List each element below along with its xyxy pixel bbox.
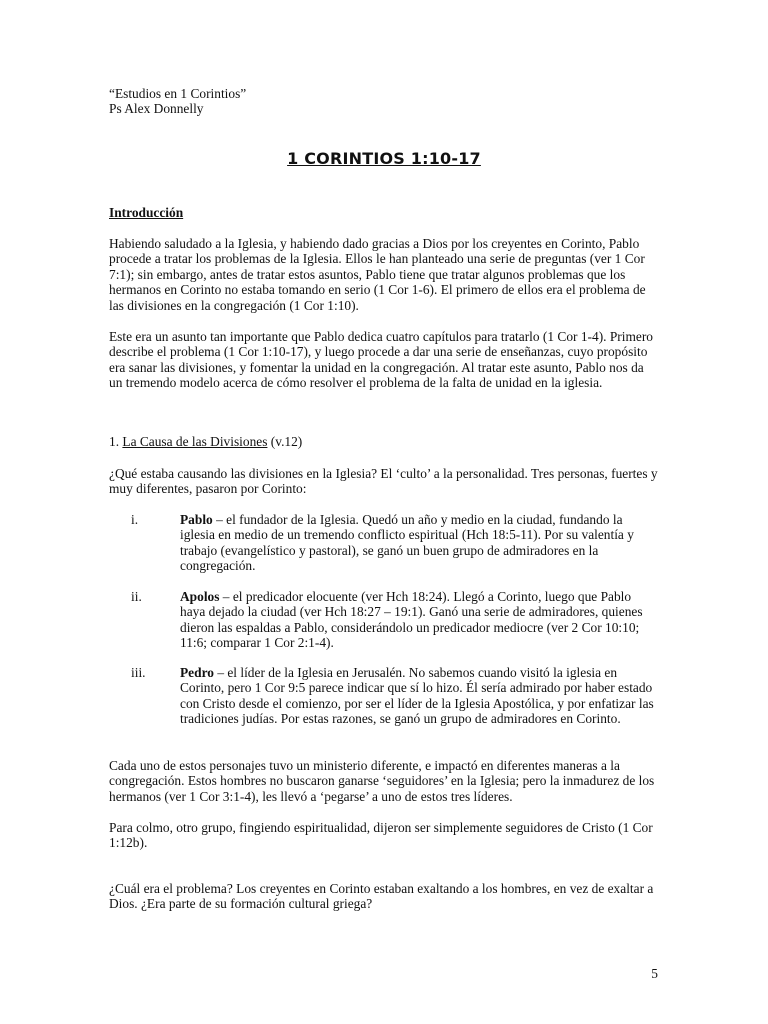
series-title: “Estudios en 1 Corintios”	[109, 86, 247, 101]
paragraph-ministries: Cada uno de estos personajes tuvo un ministerio diferente, e impactó en diferentes maneras a la congregación. Estos hombres no buscaron ganarse ‘seguidores’ en la Iglesia; pero la inmadurez de los hermanos (ver 1 Cor 3:1-4), les llevó a ‘pegarse’ a uno de estos tres líderes.	[109, 758, 655, 804]
author-name: Ps Alex Donnelly	[109, 101, 204, 117]
section-reference: (v.12)	[267, 434, 303, 449]
list-item-name: Pedro	[180, 665, 214, 680]
section-title: La Causa de las Divisiones	[122, 434, 268, 449]
list-item-number: ii.	[131, 589, 142, 604]
intro-paragraph-2: Este era un asunto tan importante que Pablo dedica cuatro capítulos para tratarlo (1 Cor 1-4). Primero describe el problema (1 Cor 1:10-17), y luego procede a dar una serie de enseñanzas, cuyo propósito era sanar las divisiones, y fomentar la unidad en la congregación. Al tratar este asunto, Pablo nos da un tremendo modelo acerca de cómo resolver el problema de la falta de unidad en la iglesia.	[109, 329, 654, 391]
list-item-text	[180, 589, 659, 651]
section-number: 1.	[109, 434, 123, 449]
list-item-text	[180, 512, 659, 574]
page-title: 1 CORINTIOS 1:10-17	[287, 149, 481, 168]
list-item-name: Apolos	[180, 589, 220, 604]
intro-heading: Introducción	[109, 205, 184, 220]
list-item-description: – el fundador de la Iglesia. Quedó un año y medio en la ciudad, fundando la iglesia en medio de un tremendo conflicto espiritual (Hch 18:5-11). Por su valentía y trabajo (evangelístico y pastoral), se ganó un buen grupo de admiradores en la congregación.	[180, 512, 634, 574]
paragraph-christ-group: Para colmo, otro grupo, fingiendo espiritualidad, dijeron ser simplemente seguidores de Cristo (1 Cor 1:12b).	[109, 820, 653, 851]
list-item-number: iii.	[131, 665, 146, 680]
list-item-description: – el predicador elocuente (ver Hch 18:24). Llegó a Corinto, luego que Pablo haya dejado la ciudad (ver Hch 18:27 – 19:1). Ganó una serie de admiradores, quienes dieron las espaldas a Pablo, considerándolo un predicador mediocre (ver 2 Cor 10:10; 11:6; comparar 1 Cor 2:1-4).	[180, 589, 643, 651]
section-question: ¿Qué estaba causando las divisiones en la Iglesia? El ‘culto’ a la personalidad. Tres personas, fuertes y muy diferentes, pasaron por Corinto:	[109, 466, 658, 497]
document-header	[109, 86, 669, 117]
list-item-description: – el líder de la Iglesia en Jerusalén. No sabemos cuando visitó la iglesia en Corinto, pero 1 Cor 9:5 parece indicar que sí lo hizo. Él sería admirado por haber estado con Cristo desde el comienzo, por ser el líder de la Iglesia Apostólica, y por enfatizar las tradiciones judías. Por estas razones, se ganó un grupo de admiradores en Corinto.	[180, 665, 654, 727]
list-item-name: Pablo	[180, 512, 213, 527]
list-item-text	[180, 665, 659, 727]
paragraph-problem: ¿Cuál era el problema? Los creyentes en Corinto estaban exaltando a los hombres, en vez de exaltar a Dios. ¿Era parte de su formación cultural griega?	[109, 881, 654, 912]
list-item-number: i.	[131, 512, 139, 527]
page-number: 5	[651, 966, 658, 981]
section-heading	[109, 434, 659, 449]
intro-paragraph-1: Habiendo saludado a la Iglesia, y habiendo dado gracias a Dios por los creyentes en Corinto, Pablo procede a tratar los problemas de la Iglesia. Ellos le han planteado una serie de preguntas (ver 1 Cor 7:1); sin embargo, antes de tratar estos asuntos, Pablo tiene que tratar algunos problemas que los hermanos en Corinto no estaba tomando en serio (1 Cor 1-6). El primero de ellos era el problema de las divisiones en la congregación (1 Cor 1:10).	[109, 236, 646, 313]
